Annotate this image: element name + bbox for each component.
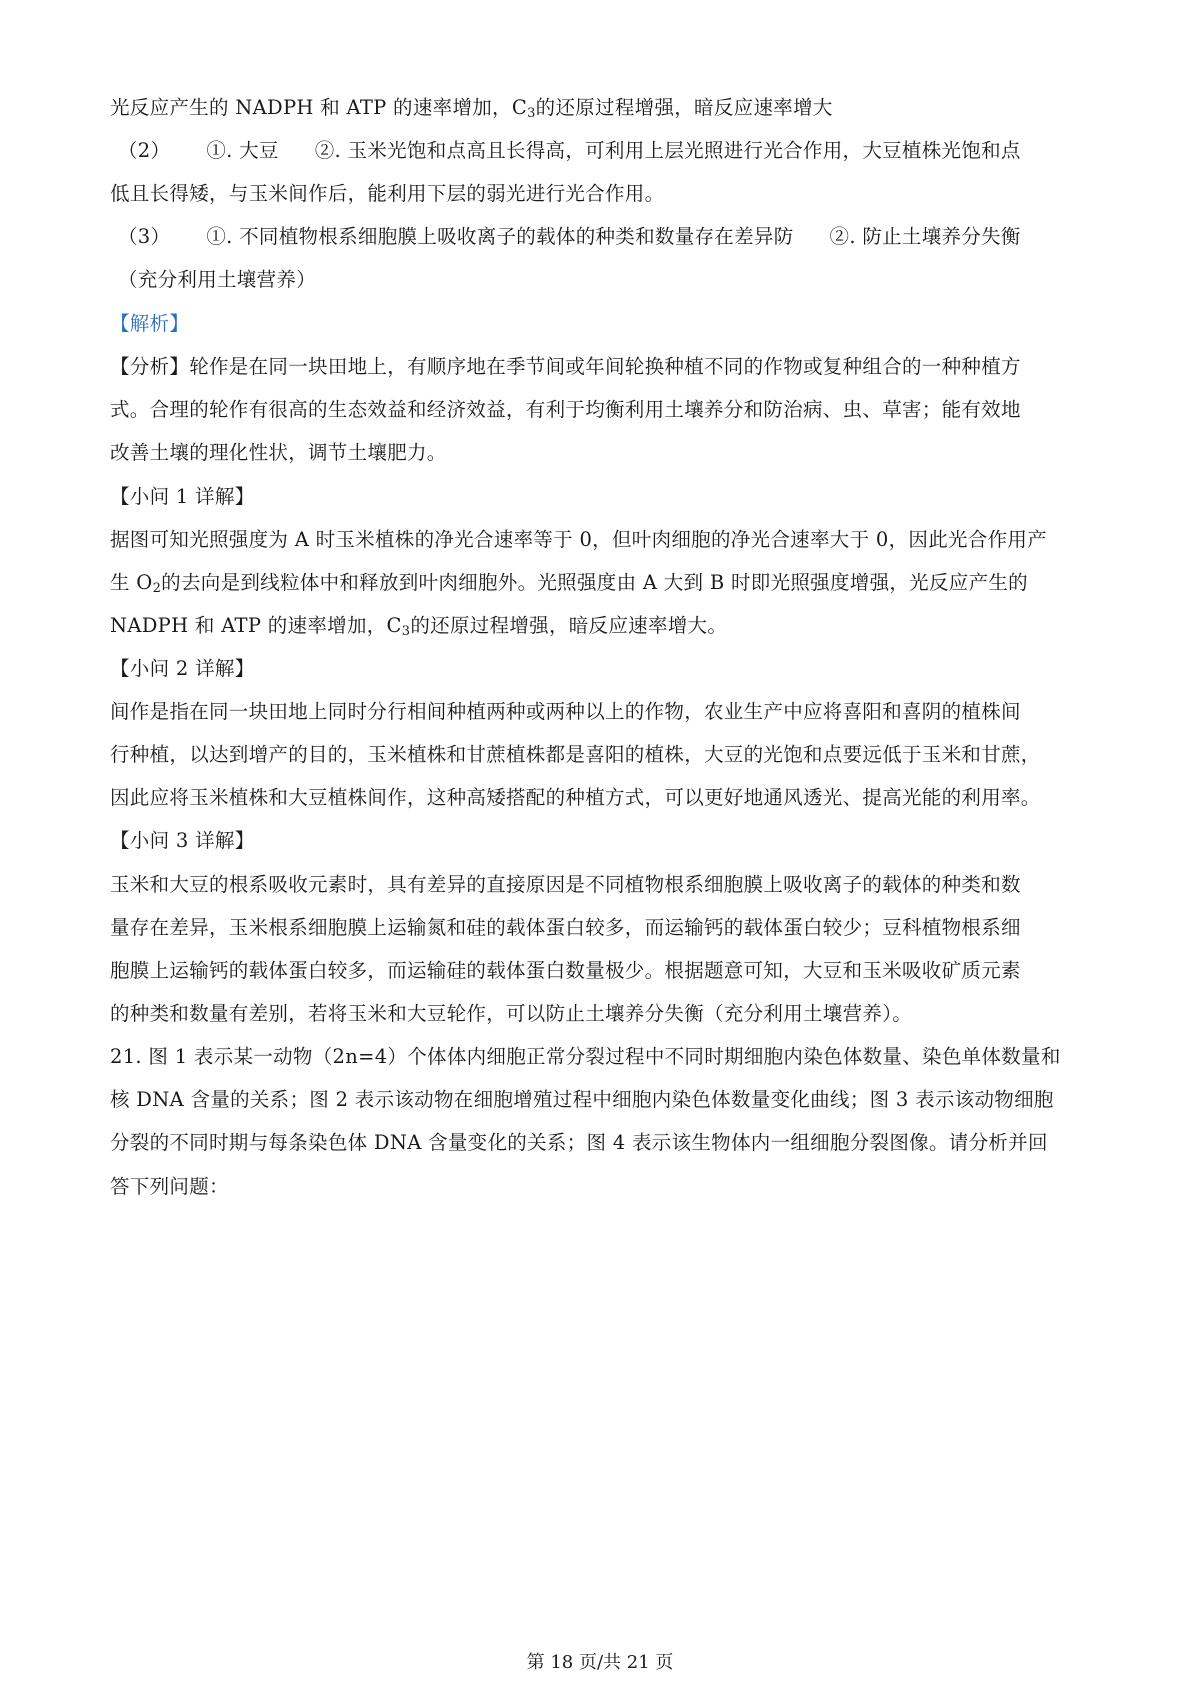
sub1-line	[110, 612, 1095, 640]
question-number: （3）	[118, 225, 171, 248]
analysis-fenxi-line: 式。合理的轮作有很高的生态效益和经济效益，有利于均衡利用土壤养分和防治病、虫、草害；能有效地	[110, 398, 1021, 421]
sub3-line: 玉米和大豆的根系吸收元素时，具有差异的直接原因是不同植物根系细胞膜上吸收离子的载体的种类和数	[110, 873, 1021, 896]
answer-option-2: ②. 玉米光饱和点高且长得高，可利用上层光照进行光合作用，大豆植株光饱和点	[314, 139, 1021, 162]
page-number: 第 18 页/共 21 页	[526, 1652, 674, 1673]
sub2-line: 因此应将玉米植株和大豆植株间作，这种高矮搭配的种植方式，可以更好地通风透光、提高光能的利用率。	[110, 786, 1041, 809]
answer-text: 光反应产生的 NADPH 和 ATP 的速率增加，C	[110, 96, 528, 119]
subscript: 3	[401, 624, 411, 639]
subscript: 2	[152, 581, 162, 596]
sub1-text: NADPH 和 ATP 的速率增加，C	[110, 614, 402, 637]
answer-q3-cont: （充分利用土壤营养）	[118, 268, 317, 291]
answer-line-1	[110, 94, 1095, 122]
question-21-line: 答下列问题：	[110, 1175, 229, 1198]
question-21-line: 21. 图 1 表示某一动物（2n=4）个体体内细胞正常分裂过程中不同时期细胞内染色体数量、染色单体数量和	[110, 1045, 1061, 1068]
sub2-title: 【小问 2 详解】	[110, 657, 255, 680]
sub2-line: 行种植，以达到增产的目的，玉米植株和甘蔗植株都是喜阳的植株，大豆的光饱和点要远低于玉米和甘蔗，	[110, 743, 1041, 766]
sub1-line: 据图可知光照强度为 A 时玉米植株的净光合速率等于 0，但叶肉细胞的净光合速率大于 0，因此光合作用产	[110, 528, 1047, 551]
sub3-line: 量存在差异，玉米根系细胞膜上运输氮和硅的载体蛋白较多，而运输钙的载体蛋白较少；豆科植物根系细	[110, 916, 1021, 939]
sub1-title: 【小问 1 详解】	[110, 485, 255, 508]
sub1-text: 的还原过程增强，暗反应速率增大。	[410, 614, 728, 637]
question-21-line: 分裂的不同时期与每条染色体 DNA 含量变化的关系；图 4 表示该生物体内一组细胞分裂图像。请分析并回	[110, 1131, 1048, 1154]
sub1-text: 生 O	[110, 571, 153, 594]
analysis-fenxi-line: 【分析】轮作是在同一块田地上，有顺序地在季节间或年间轮换种植不同的作物或复种组合的一种种植方	[110, 355, 1021, 378]
question-number: （2）	[118, 139, 171, 162]
answer-option-1: ①. 不同植物根系细胞膜上吸收离子的载体的种类和数量存在差异防	[206, 225, 794, 248]
answer-option-2: ②. 防止土壤养分失衡	[829, 225, 1021, 248]
answer-q2-cont: 低且长得矮，与玉米间作后，能利用下层的弱光进行光合作用。	[110, 182, 665, 205]
sub2-line: 间作是指在同一块田地上同时分行相间种植两种或两种以上的作物，农业生产中应将喜阳和喜阴的植株间	[110, 700, 1021, 723]
question-21-line: 核 DNA 含量的关系；图 2 表示该动物在细胞增殖过程中细胞内染色体数量变化曲线；图 3 表示该动物细胞	[110, 1088, 1054, 1111]
sub3-line: 的种类和数量有差别，若将玉米和大豆轮作，可以防止土壤养分失衡（充分利用土壤营养）。	[110, 1002, 913, 1025]
analysis-fenxi-line: 改善土壤的理化性状，调节土壤肥力。	[110, 441, 447, 464]
sub3-title: 【小问 3 详解】	[110, 829, 255, 852]
sub3-line: 胞膜上运输钙的载体蛋白较多，而运输硅的载体蛋白数量极少。根据题意可知，大豆和玉米吸收矿质元素	[110, 959, 1021, 982]
sub1-text: 的去向是到线粒体中和释放到叶肉细胞外。光照强度由 A 大到 B 时即光照强度增强，光反应产生的	[161, 571, 1028, 594]
subscript: 3	[527, 106, 536, 121]
answer-q2-line	[118, 137, 1103, 165]
answer-q3-line	[118, 223, 1103, 251]
sub1-line	[110, 569, 1095, 597]
analysis-label: 【解析】	[110, 312, 190, 335]
answer-option-1: ①. 大豆	[206, 139, 279, 162]
answer-text: 的还原过程增强，暗反应速率增大	[535, 96, 833, 119]
